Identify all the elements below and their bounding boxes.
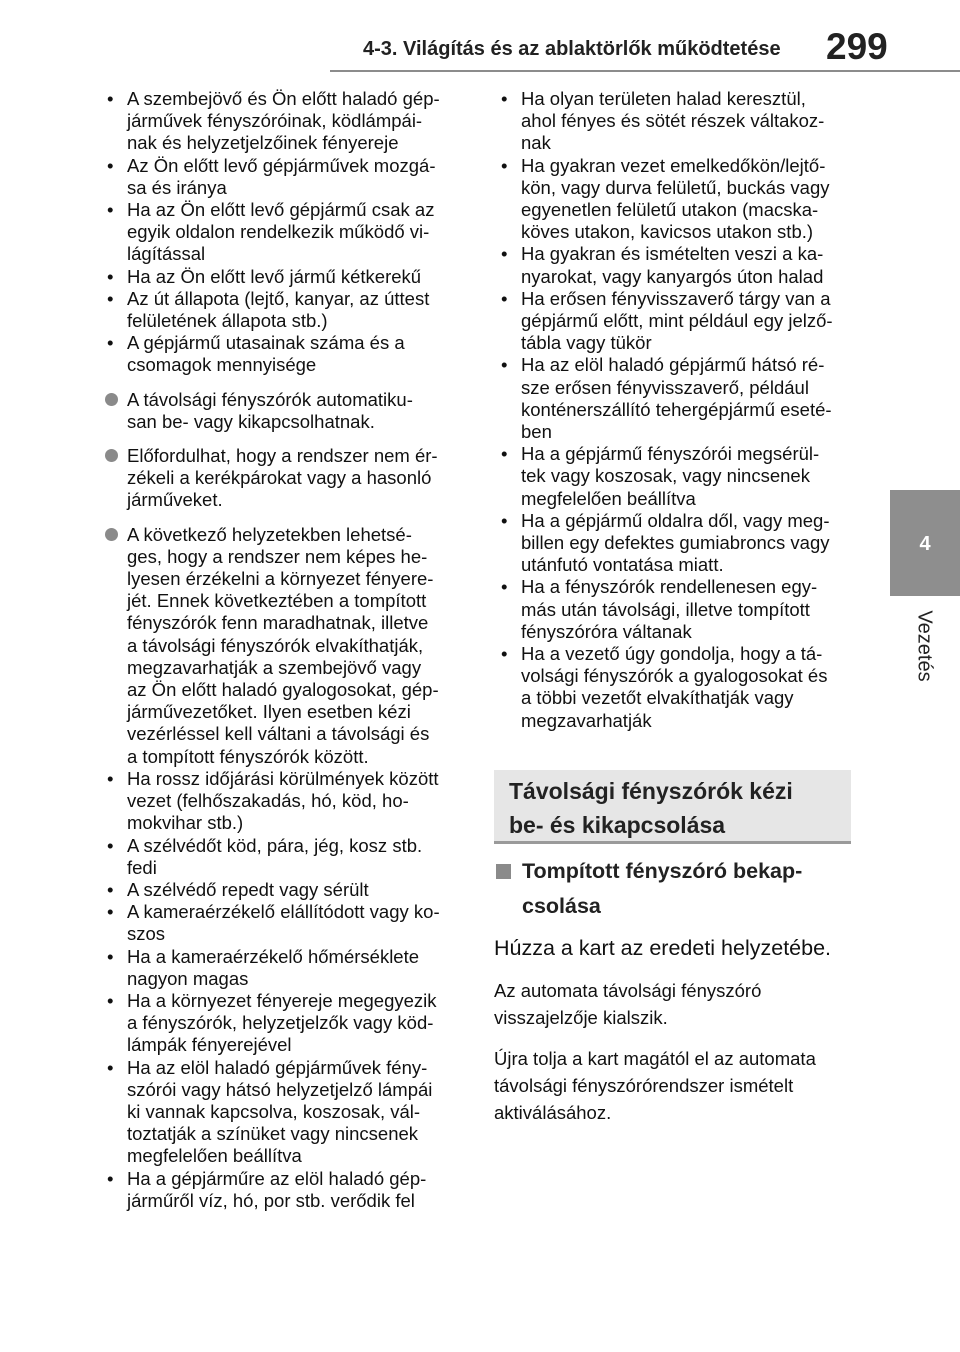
bullet-icon: • xyxy=(107,88,114,109)
paragraph-reactivate: Újra tolja a kart magától el az automata távolsági fényszórórendszer ismételt aktiválásához. xyxy=(494,1047,816,1123)
list-item: • Ha a gépjármű oldalra dől, vagy meg- billen egy defektes gumiabroncs vagy utánfutó vontatása miatt. xyxy=(501,509,830,576)
bullet-icon: • xyxy=(501,643,508,665)
instruction-text: Húzza a kart az eredeti helyzetébe. xyxy=(494,935,832,960)
bullet-icon: • xyxy=(107,901,114,923)
list-item: • Ha a kameraérzékelő hőmérséklete nagyon magas xyxy=(107,945,420,989)
bullet-icon: • xyxy=(107,154,114,176)
bullet-icon: • xyxy=(107,332,114,354)
right-column xyxy=(494,88,859,1126)
bullet-icon: • xyxy=(107,834,114,856)
note-situations: A következő helyzetekben lehetsé- ges, hogy a rendszer nem képes he- lyesen érzékelni a környezet fényere- jét. Ennek következtében a tompított fényszórók fenn maradhatnak, illetve a távolsági fényszórók elvakíthatják, megzavarhatják a szembejövő vagy az Ön előtt haladó gyalogosokat, gép- járművezetőket. Ilyen esetben kézi vezérléssel kell váltani a távolsági és a tompított fényszórók között. xyxy=(100,524,472,768)
list-item: • Ha az elöl haladó gépjármű hátsó ré- sze erősen fényvisszaverő, például konténerszállító tehergépjármű eseté- ben xyxy=(501,354,832,443)
section-heading: Távolsági fényszórók kézi be- és kikapcsolása xyxy=(509,777,793,838)
list-item: • Ha a gépjármű fényszórói megsérül- tek vagy koszosak, vagy nincsenek megfelelően beállítva xyxy=(501,443,820,509)
bullet-icon: • xyxy=(501,354,508,376)
bullet-icon: • xyxy=(107,287,114,309)
bullet-icon: • xyxy=(501,88,508,109)
list-item: • Ha az Ön előtt levő jármű kétkerekű xyxy=(107,265,422,287)
bullet-list-situations-cont xyxy=(494,88,859,732)
note-circle-icon xyxy=(105,449,118,462)
bullet-list-conditions xyxy=(100,88,472,377)
bullet-icon: • xyxy=(501,154,508,176)
list-item: • Ha az elöl haladó gépjárművek fény- szórói vagy hátsó helyzetjelző lámpái ki vannak kapcsolva, koszosak, vál- toztatják a színüket vagy nincsenek megfelelően beállítva xyxy=(107,1056,433,1167)
bullet-icon: • xyxy=(107,878,114,900)
chapter-tab-number: 4 xyxy=(919,533,931,555)
list-item: • A szélvédő repedt vagy sérült xyxy=(107,878,369,900)
list-item: • A kameraérzékelő elállítódott vagy ko- szos xyxy=(107,901,440,945)
chapter-tab xyxy=(890,490,960,596)
note-auto-switch: A távolsági fényszórók automatiku- san be- vagy kikapcsolhatnak. xyxy=(100,389,472,433)
list-item: • Ha rossz időjárási körülmények között vezet (felhőszakadás, hó, köd, ho- mokvihar stb.) xyxy=(107,767,439,834)
bullet-list-situations xyxy=(100,768,472,1212)
list-item: • Ha a vezető úgy gondolja, hogy a tá- volsági fényszórók a gyalogosokat és a többi vezetőt elvakíthatják vagy megzavarhatják xyxy=(501,643,828,731)
subheading: Tompított fényszóró bekap- csolása xyxy=(494,854,859,924)
note-circle-icon xyxy=(105,393,118,406)
section-heading-box xyxy=(494,770,851,844)
bullet-icon: • xyxy=(107,265,114,287)
note-bicycles: Előfordulhat, hogy a rendszer nem ér- zékeli a kerékpárokat vagy a hasonló járműveket. xyxy=(100,445,472,512)
list-item: • A szélvédőt köd, pára, jég, kosz stb. fedi xyxy=(107,834,423,878)
chapter-tab-label: Vezetés xyxy=(913,610,936,682)
bullet-icon: • xyxy=(501,509,508,531)
list-item: • Ha olyan területen halad keresztül, ahol fényes és sötét részek váltakoz- nak xyxy=(501,88,825,154)
square-bullet-icon xyxy=(496,864,511,879)
paragraph-indicator: Az automata távolsági fényszóró visszajelzője kialszik. xyxy=(494,979,762,1028)
bullet-icon: • xyxy=(107,199,114,221)
list-item: • A gépjármű utasainak száma és a csomagok mennyisége xyxy=(107,332,405,376)
bullet-icon: • xyxy=(107,1056,114,1078)
bullet-icon: • xyxy=(107,989,114,1011)
list-item: • Ha a környezet fényereje megegyezik a fényszórók, helyzetjelzők vagy köd- lámpák fényerejével xyxy=(107,989,437,1056)
list-item: • Ha az Ön előtt levő gépjármű csak az egyik oldalon rendelkezik működő vi- lágítással xyxy=(107,199,435,265)
header-rule xyxy=(330,70,960,72)
list-item: • Ha gyakran és ismételten veszi a ka- nyarokat, vagy kanyargós úton halad xyxy=(501,243,824,287)
list-item: • Ha a gépjárműre az elöl haladó gép- járműről víz, hó, por stb. verődik fel xyxy=(107,1167,427,1211)
list-item: • Ha a fényszórók rendellenesen egy- más után távolsági, illetve tompított fényszóróra váltanak xyxy=(501,576,818,642)
bullet-icon: • xyxy=(501,443,508,465)
list-item: • Ha gyakran vezet emelkedőkön/lejtő- kön, vagy durva felületű, buckás vagy egyenetlen felületű utakon (macska- köves utakon, kavicsos utakon stb.) xyxy=(501,154,830,243)
bullet-icon: • xyxy=(107,945,114,967)
page-header-title: 4-3. Világítás és az ablaktörlők működtetése xyxy=(363,38,781,60)
left-column xyxy=(100,88,472,1212)
bullet-icon: • xyxy=(107,767,114,789)
list-item: • Az Ön előtt levő gépjárművek mozgá- sa és iránya xyxy=(107,154,436,198)
list-item: • Az út állapota (lejtő, kanyar, az úttest felületének állapota stb.) xyxy=(107,287,430,332)
page-number: 299 xyxy=(826,26,888,67)
bullet-icon: • xyxy=(107,1167,114,1189)
list-item: • Ha erősen fényvisszaverő tárgy van a gépjármű előtt, mint például egy jelző- tábla vagy tükör xyxy=(501,287,833,354)
bullet-icon: • xyxy=(501,576,508,598)
bullet-icon: • xyxy=(501,287,508,309)
note-circle-icon xyxy=(105,528,118,541)
list-item: • A szembejövő és Ön előtt haladó gép- járművek fényszóróinak, ködlámpái- nak és helyzetjelzőinek fényereje xyxy=(107,88,440,154)
bullet-icon: • xyxy=(501,243,508,265)
